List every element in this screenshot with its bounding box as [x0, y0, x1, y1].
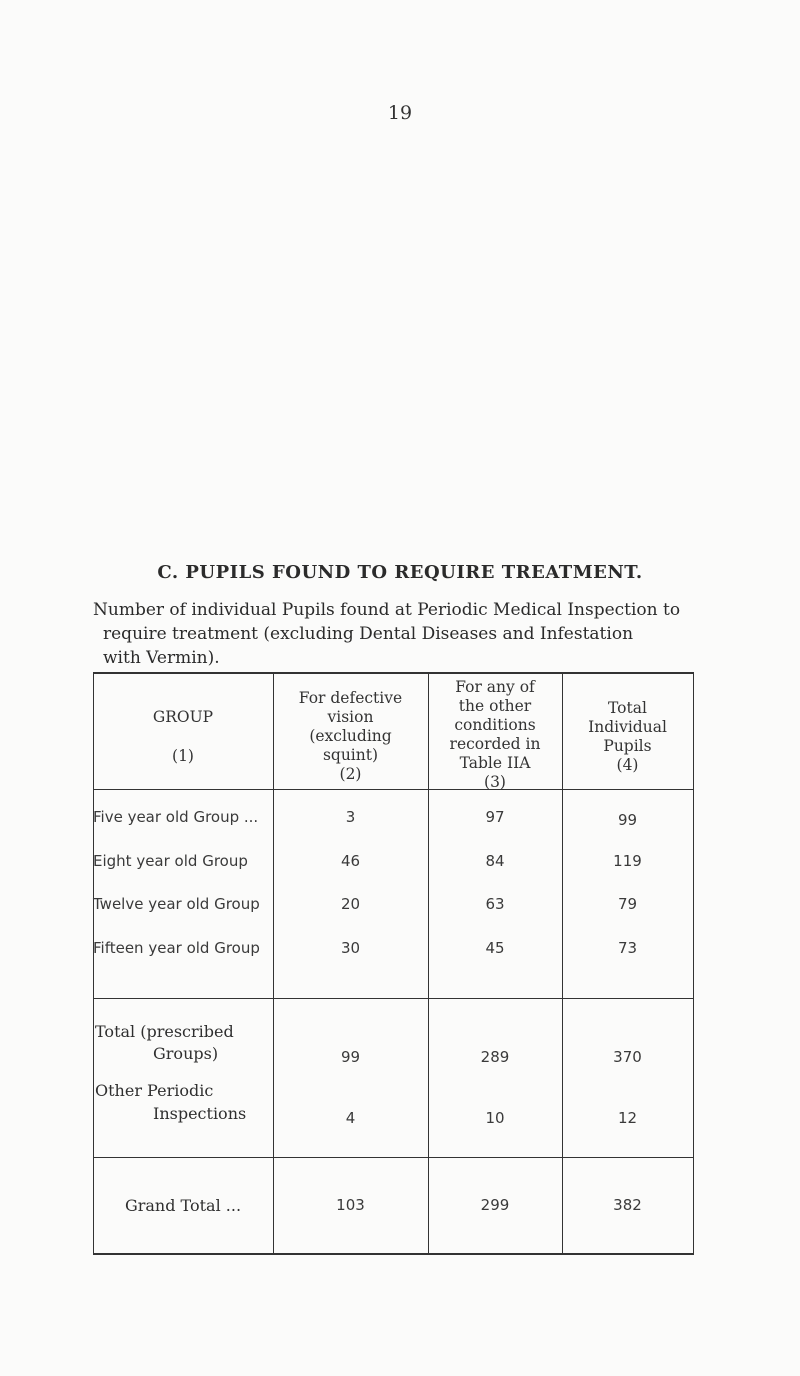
bottom-rule [93, 1253, 694, 1255]
summary-label-line: Total (prescribed [95, 1022, 234, 1041]
description-line: with Vermin). [103, 648, 220, 668]
header-line: Total [608, 699, 647, 717]
header-spacer [93, 727, 273, 747]
top-rule [93, 672, 694, 674]
section-title: C. PUPILS FOUND TO REQUIRE TREATMENT. [157, 562, 643, 583]
cell-defective-vision: 103 [336, 1196, 365, 1214]
row-group-label: Fifteen year old Group [93, 939, 260, 957]
header-rule [93, 789, 694, 790]
description-line: Number of individual Pupils found at Periodic Medical Inspection to [93, 600, 681, 620]
header-line: Table IIA [459, 754, 531, 772]
cell-total-pupils: 12 [617, 1109, 638, 1127]
cell-total-pupils: 382 [613, 1196, 642, 1214]
header-line: For defective [298, 689, 403, 707]
header-line: Pupils [603, 737, 652, 755]
group-total-rule [93, 998, 694, 999]
header-line: squint) [322, 746, 379, 764]
header-line: the other [458, 697, 532, 715]
cell-total-pupils: 79 [617, 895, 638, 913]
header-line: Individual [588, 718, 667, 736]
header-total-pupils [562, 699, 693, 775]
cell-defective-vision: 4 [345, 1109, 356, 1127]
cell-defective-vision: 46 [340, 852, 361, 870]
summary-label-line: Inspections [153, 1104, 247, 1123]
row-group-label: Eight year old Group [93, 852, 248, 870]
header-line: (1) [172, 747, 194, 765]
cell-defective-vision: 20 [340, 895, 361, 913]
cell-other-conditions: 45 [485, 939, 505, 957]
header-line: recorded in [449, 735, 541, 753]
header-line: conditions [454, 716, 536, 734]
summary-label-line: Other Periodic [95, 1081, 214, 1100]
cell-total-pupils: 119 [613, 852, 642, 870]
cell-defective-vision: 30 [340, 939, 361, 957]
grand-total-rule [93, 1157, 694, 1158]
cell-total-pupils: 370 [613, 1048, 642, 1066]
cell-defective-vision: 99 [340, 1048, 361, 1066]
grand-total-label: Grand Total ... [124, 1196, 242, 1215]
column-divider [693, 672, 694, 1255]
header-group [93, 708, 273, 766]
header-line: (4) [616, 756, 639, 774]
cell-defective-vision: 3 [345, 808, 356, 826]
cell-other-conditions: 299 [480, 1196, 510, 1214]
header-line: For any of [455, 678, 535, 696]
table-description [93, 598, 713, 670]
cell-total-pupils: 99 [617, 811, 638, 829]
page-number: 19 [387, 102, 413, 124]
cell-other-conditions: 97 [485, 808, 505, 826]
header-line: (excluding [309, 727, 392, 745]
cell-other-conditions: 289 [480, 1048, 510, 1066]
treatment-table [93, 672, 694, 1256]
cell-other-conditions: 63 [485, 895, 505, 913]
header-line: (3) [484, 773, 506, 791]
description-line: require treatment (excluding Dental Diseases and Infestation [103, 624, 634, 644]
cell-total-pupils: 73 [617, 939, 638, 957]
header-other-conditions [428, 678, 562, 792]
summary-label-line: Groups) [153, 1044, 219, 1063]
header-line: (2) [339, 765, 362, 783]
cell-other-conditions: 84 [485, 852, 505, 870]
header-defective-vision [273, 689, 428, 784]
header-line: vision [327, 708, 374, 726]
cell-other-conditions: 10 [485, 1109, 505, 1127]
row-group-label: Twelve year old Group [93, 895, 260, 913]
row-group-label: Five year old Group ... [93, 808, 259, 826]
header-line: GROUP [152, 708, 214, 726]
